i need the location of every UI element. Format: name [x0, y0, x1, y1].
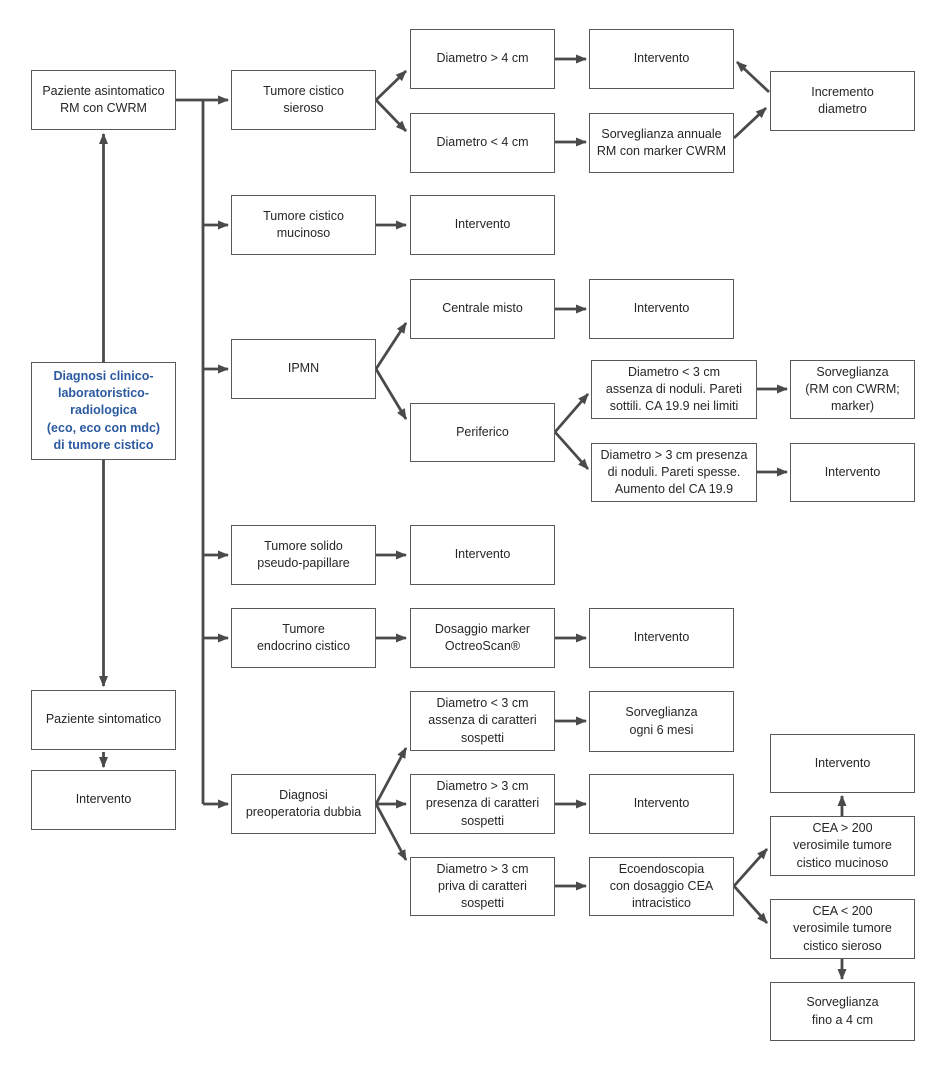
edge-sieroso-lt4: [376, 100, 406, 131]
edge-preop-lt3sospetti: [376, 748, 406, 804]
incremento-diametro-label-line: Incremento: [811, 84, 874, 99]
diametro-gt-3cm-priva-caratteri: [410, 857, 555, 916]
tumore-cistico-mucinoso-label-line: mucinoso: [276, 226, 331, 240]
diametro-lt-4cm: [410, 113, 555, 173]
edge-ipmn-centrale: [376, 323, 406, 369]
diametro-gt-4cm: [410, 29, 555, 89]
diametro-lt-3cm-assenza-caratteri: [410, 691, 555, 751]
cea-lt-200: [770, 899, 915, 959]
intervento-endocrino: [589, 608, 734, 668]
tumore-endocrino-cistico: [231, 608, 376, 668]
intervento-mucinoso-label-line: Intervento: [454, 217, 511, 232]
edge-preop-gt3priva: [376, 804, 406, 860]
centrale-misto-label-line: Centrale misto: [442, 301, 523, 316]
diametro-gt-4cm-label-line: Diametro > 4 cm: [436, 51, 529, 66]
tumore-cistico-sieroso: [231, 70, 376, 130]
intervento-sintomatico: [31, 770, 176, 830]
dosaggio-marker-octreoscan-label-line: Dosaggio marker: [434, 621, 531, 636]
tumore-cistico-sieroso-label-line: sieroso: [283, 101, 324, 115]
cea-lt-200-label-line: CEA < 200: [812, 904, 873, 919]
diametro-gt-3cm-priva-caratteri-label-line: priva di caratteri: [438, 878, 527, 893]
diametro-lt-3cm-assenza-noduli-label-line: assenza di noduli. Pareti: [605, 381, 743, 396]
paziente-asintomatico: [31, 70, 176, 130]
diagnosi-hub-label-line: radiologica: [70, 403, 137, 418]
cea-gt-200-label-line: CEA > 200: [812, 821, 873, 836]
diagnosi-preoperatoria-dubbia: [231, 774, 376, 834]
tumore-endocrino-cistico-label-line: Tumore: [282, 621, 325, 636]
periferico: [410, 403, 555, 462]
sorveglianza-annuale-label-line: RM con marker CWRM: [596, 144, 727, 158]
paziente-asintomatico-label-line: RM con CWRM: [60, 101, 147, 115]
intervento-cea-label-line: Intervento: [814, 755, 871, 770]
sorveglianza-fino-4cm: [770, 982, 915, 1041]
diametro-gt-3cm-presenza-caratteri-label-line: Diametro > 3 cm: [436, 779, 529, 794]
diametro-lt-3cm-assenza-caratteri-label-line: Diametro < 3 cm: [436, 696, 529, 711]
edge-sieroso-gt4: [376, 71, 406, 100]
intervento-mucinoso: [410, 195, 555, 255]
diagnosi-preoperatoria-dubbia-label-line: Diagnosi: [279, 787, 328, 802]
paziente-sintomatico-label-line: Paziente sintomatico: [45, 712, 162, 727]
ecoendoscopia-cea: [589, 857, 734, 916]
intervento-noduli-label-line: Intervento: [824, 464, 881, 479]
intervento-centrale-misto: [589, 279, 734, 339]
diagnosi-hub: [31, 362, 176, 460]
tumore-solido-pseudo-papillare-label-line: pseudo-papillare: [257, 556, 350, 570]
intervento-presenza-caratteri-label-line: Intervento: [633, 796, 690, 811]
intervento-gt-4cm-label-line: Intervento: [633, 51, 690, 66]
edge-periferico-gt3noduli: [555, 432, 588, 469]
diagnosi-hub-label-line: (eco, eco con mdc): [46, 420, 161, 435]
diametro-gt-3cm-presenza-noduli-label-line: Diametro > 3 cm presenza: [600, 447, 748, 462]
diagnosi-hub-label-line: di tumore cistico: [53, 437, 154, 452]
intervento-cea: [770, 734, 915, 793]
tumore-cistico-sieroso-label-line: Tumore cistico: [263, 83, 344, 98]
intervento-presenza-caratteri: [589, 774, 734, 834]
edge-eco-ceagt200: [734, 849, 767, 886]
tumore-solido-pseudo-papillare-label-line: Tumore solido: [264, 538, 343, 553]
ecoendoscopia-cea-label-line: Ecoendoscopia: [618, 861, 705, 876]
cea-lt-200-label-line: cistico sieroso: [803, 938, 882, 953]
diagnosi-hub-label-line: laboratoristico-: [58, 386, 149, 401]
paziente-asintomatico-label-line: Paziente asintomatico: [42, 83, 165, 98]
diametro-lt-3cm-assenza-caratteri-label-line: sospetti: [460, 730, 505, 745]
ipmn: [231, 339, 376, 399]
edge-ipmn-periferico: [376, 369, 406, 419]
tumore-solido-pseudo-papillare: [231, 525, 376, 585]
intervento-solido: [410, 525, 555, 585]
sorveglianza-ogni-6-mesi-label-line: Sorveglianza: [625, 705, 698, 720]
cea-gt-200-label-line: verosimile tumore: [793, 838, 892, 853]
sorveglianza-rm-cwrm-label-line: marker): [830, 399, 875, 414]
periferico-label-line: Periferico: [456, 424, 509, 439]
diagnosi-hub-label-line: Diagnosi clinico-: [53, 368, 154, 383]
intervento-centrale-misto-label-line: Intervento: [633, 301, 690, 316]
intervento-gt-4cm: [589, 29, 734, 89]
sorveglianza-annuale: [589, 113, 734, 173]
ecoendoscopia-cea-label-line: con dosaggio CEA: [609, 878, 714, 893]
intervento-solido-label-line: Intervento: [454, 547, 511, 562]
diametro-gt-3cm-priva-caratteri-label-line: Diametro > 3 cm: [436, 861, 529, 876]
tumore-cistico-mucinoso: [231, 195, 376, 255]
cea-gt-200: [770, 816, 915, 876]
diametro-gt-3cm-presenza-caratteri-label-line: sospetti: [460, 813, 505, 828]
cea-gt-200-label-line: cistico mucinoso: [796, 855, 889, 870]
sorveglianza-ogni-6-mesi: [589, 691, 734, 752]
ipmn-label-line: IPMN: [287, 361, 320, 376]
diametro-lt-4cm-label-line: Diametro < 4 cm: [436, 135, 529, 150]
cea-lt-200-label-line: verosimile tumore: [793, 921, 892, 936]
diametro-gt-3cm-presenza-caratteri: [410, 774, 555, 834]
sorveglianza-rm-cwrm-label-line: Sorveglianza: [816, 364, 889, 379]
sorveglianza-ogni-6-mesi-label-line: ogni 6 mesi: [629, 722, 694, 737]
diametro-gt-3cm-presenza-noduli-label-line: Aumento del CA 19.9: [614, 482, 734, 497]
diametro-gt-3cm-presenza-caratteri-label-line: presenza di caratteri: [425, 796, 540, 811]
tumore-endocrino-cistico-label-line: endocrino cistico: [256, 639, 351, 653]
incremento-diametro: [770, 71, 915, 131]
paziente-sintomatico: [31, 690, 176, 750]
edge-incremento-intervento: [737, 62, 769, 92]
diametro-lt-3cm-assenza-caratteri-label-line: assenza di caratteri: [428, 713, 537, 728]
sorveglianza-annuale-label-line: Sorveglianza annuale: [601, 126, 722, 141]
incremento-diametro-label-line: diametro: [818, 102, 867, 116]
sorveglianza-fino-4cm-label-line: fino a 4 cm: [811, 1012, 874, 1027]
diametro-lt-3cm-assenza-noduli-label-line: Diametro < 3 cm: [627, 364, 721, 379]
centrale-misto: [410, 279, 555, 339]
ecoendoscopia-cea-label-line: intracistico: [631, 896, 692, 911]
tumore-cistico-mucinoso-label-line: Tumore cistico: [263, 208, 344, 223]
sorveglianza-rm-cwrm: [790, 360, 915, 419]
dosaggio-marker-octreoscan-label-line: OctreoScan®: [444, 639, 521, 653]
sorveglianza-fino-4cm-label-line: Sorveglianza: [806, 995, 879, 1010]
diametro-gt-3cm-priva-caratteri-label-line: sospetti: [460, 896, 505, 911]
intervento-endocrino-label-line: Intervento: [633, 630, 690, 645]
edge-sorveglianza-incremento: [734, 108, 766, 138]
diagnosi-preoperatoria-dubbia-label-line: preoperatoria dubbia: [245, 805, 362, 819]
edge-eco-cealt200: [734, 886, 767, 923]
diametro-lt-3cm-assenza-noduli-label-line: sottili. CA 19.9 nei limiti: [609, 399, 739, 414]
edge-periferico-lt3noduli: [555, 394, 588, 432]
intervento-sintomatico-label-line: Intervento: [75, 792, 132, 807]
diametro-lt-3cm-assenza-noduli: [591, 360, 757, 419]
sorveglianza-rm-cwrm-label-line: (RM con CWRM;: [805, 381, 900, 396]
diametro-gt-3cm-presenza-noduli: [591, 443, 757, 502]
diametro-gt-3cm-presenza-noduli-label-line: di noduli. Pareti spesse.: [607, 464, 741, 479]
dosaggio-marker-octreoscan: [410, 608, 555, 668]
intervento-noduli: [790, 443, 915, 502]
